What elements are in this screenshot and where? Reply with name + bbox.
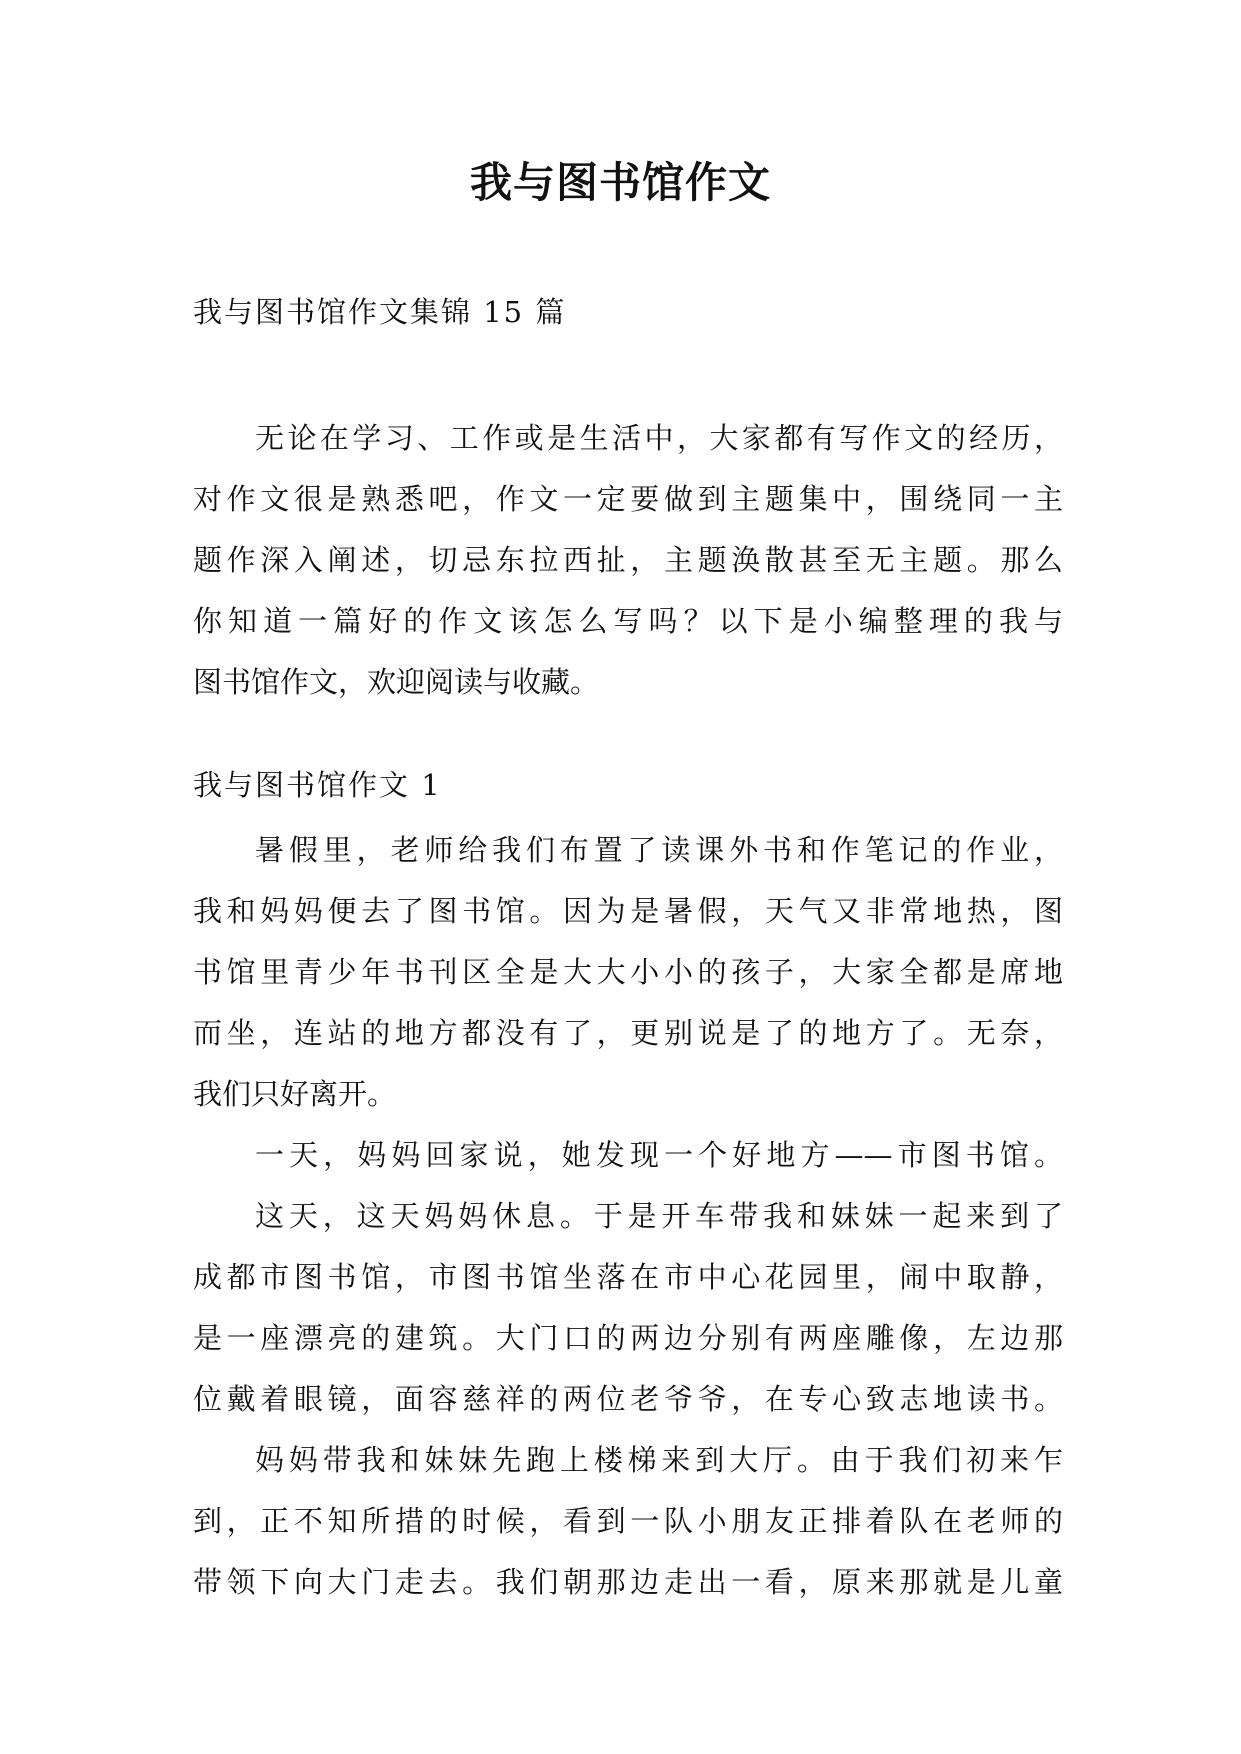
intro-line: 图书馆作文，欢迎阅读与收藏。 bbox=[193, 665, 600, 699]
intro-line: 题作深入阐述，切忌东拉西扯，主题涣散甚至无主题。那么 bbox=[193, 543, 1063, 577]
intro-line: 对作文很是熟悉吧，作文一定要做到主题集中，围绕同一主 bbox=[193, 482, 1063, 516]
body-line: 我和妈妈便去了图书馆。因为是暑假，天气又非常地热，图 bbox=[193, 894, 1063, 928]
body-line: 而坐，连站的地方都没有了，更别说是了的地方了。无奈， bbox=[193, 1016, 1063, 1050]
body-line: 暑假里，老师给我们布置了读课外书和作笔记的作业， bbox=[255, 833, 1063, 867]
body-line: 带领下向大门走去。我们朝那边走出一看，原来那就是儿童 bbox=[193, 1565, 1063, 1599]
body-line: 是一座漂亮的建筑。大门口的两边分别有两座雕像，左边那 bbox=[193, 1321, 1063, 1355]
body-line: 位戴着眼镜，面容慈祥的两位老爷爷，在专心致志地读书。 bbox=[193, 1382, 1063, 1416]
intro-line: 无论在学习、工作或是生活中，大家都有写作文的经历， bbox=[255, 421, 1063, 455]
body-line: 妈妈带我和妹妹先跑上楼梯来到大厅。由于我们初来乍 bbox=[255, 1443, 1063, 1477]
body-line: 书馆里青少年书刊区全是大大小小的孩子，大家全都是席地 bbox=[193, 955, 1063, 989]
document-subtitle: 我与图书馆作文集锦 15 篇 bbox=[193, 295, 567, 329]
body-line: 这天，这天妈妈休息。于是开车带我和妹妹一起来到了 bbox=[255, 1199, 1063, 1233]
document-title: 我与图书馆作文 bbox=[469, 158, 771, 207]
essay-body bbox=[193, 820, 1063, 1613]
intro-paragraph bbox=[193, 408, 1063, 713]
body-line: 到，正不知所措的时候，看到一队小朋友正排着队在老师的 bbox=[193, 1504, 1063, 1538]
body-line: 成都市图书馆，市图书馆坐落在市中心花园里，闹中取静， bbox=[193, 1260, 1063, 1294]
body-line: 我们只好离开。 bbox=[193, 1077, 397, 1111]
intro-line: 你知道一篇好的作文该怎么写吗？以下是小编整理的我与 bbox=[193, 604, 1063, 638]
body-line: 一天，妈妈回家说，她发现一个好地方——市图书馆。 bbox=[255, 1138, 1063, 1172]
section-heading: 我与图书馆作文 1 bbox=[193, 768, 442, 802]
